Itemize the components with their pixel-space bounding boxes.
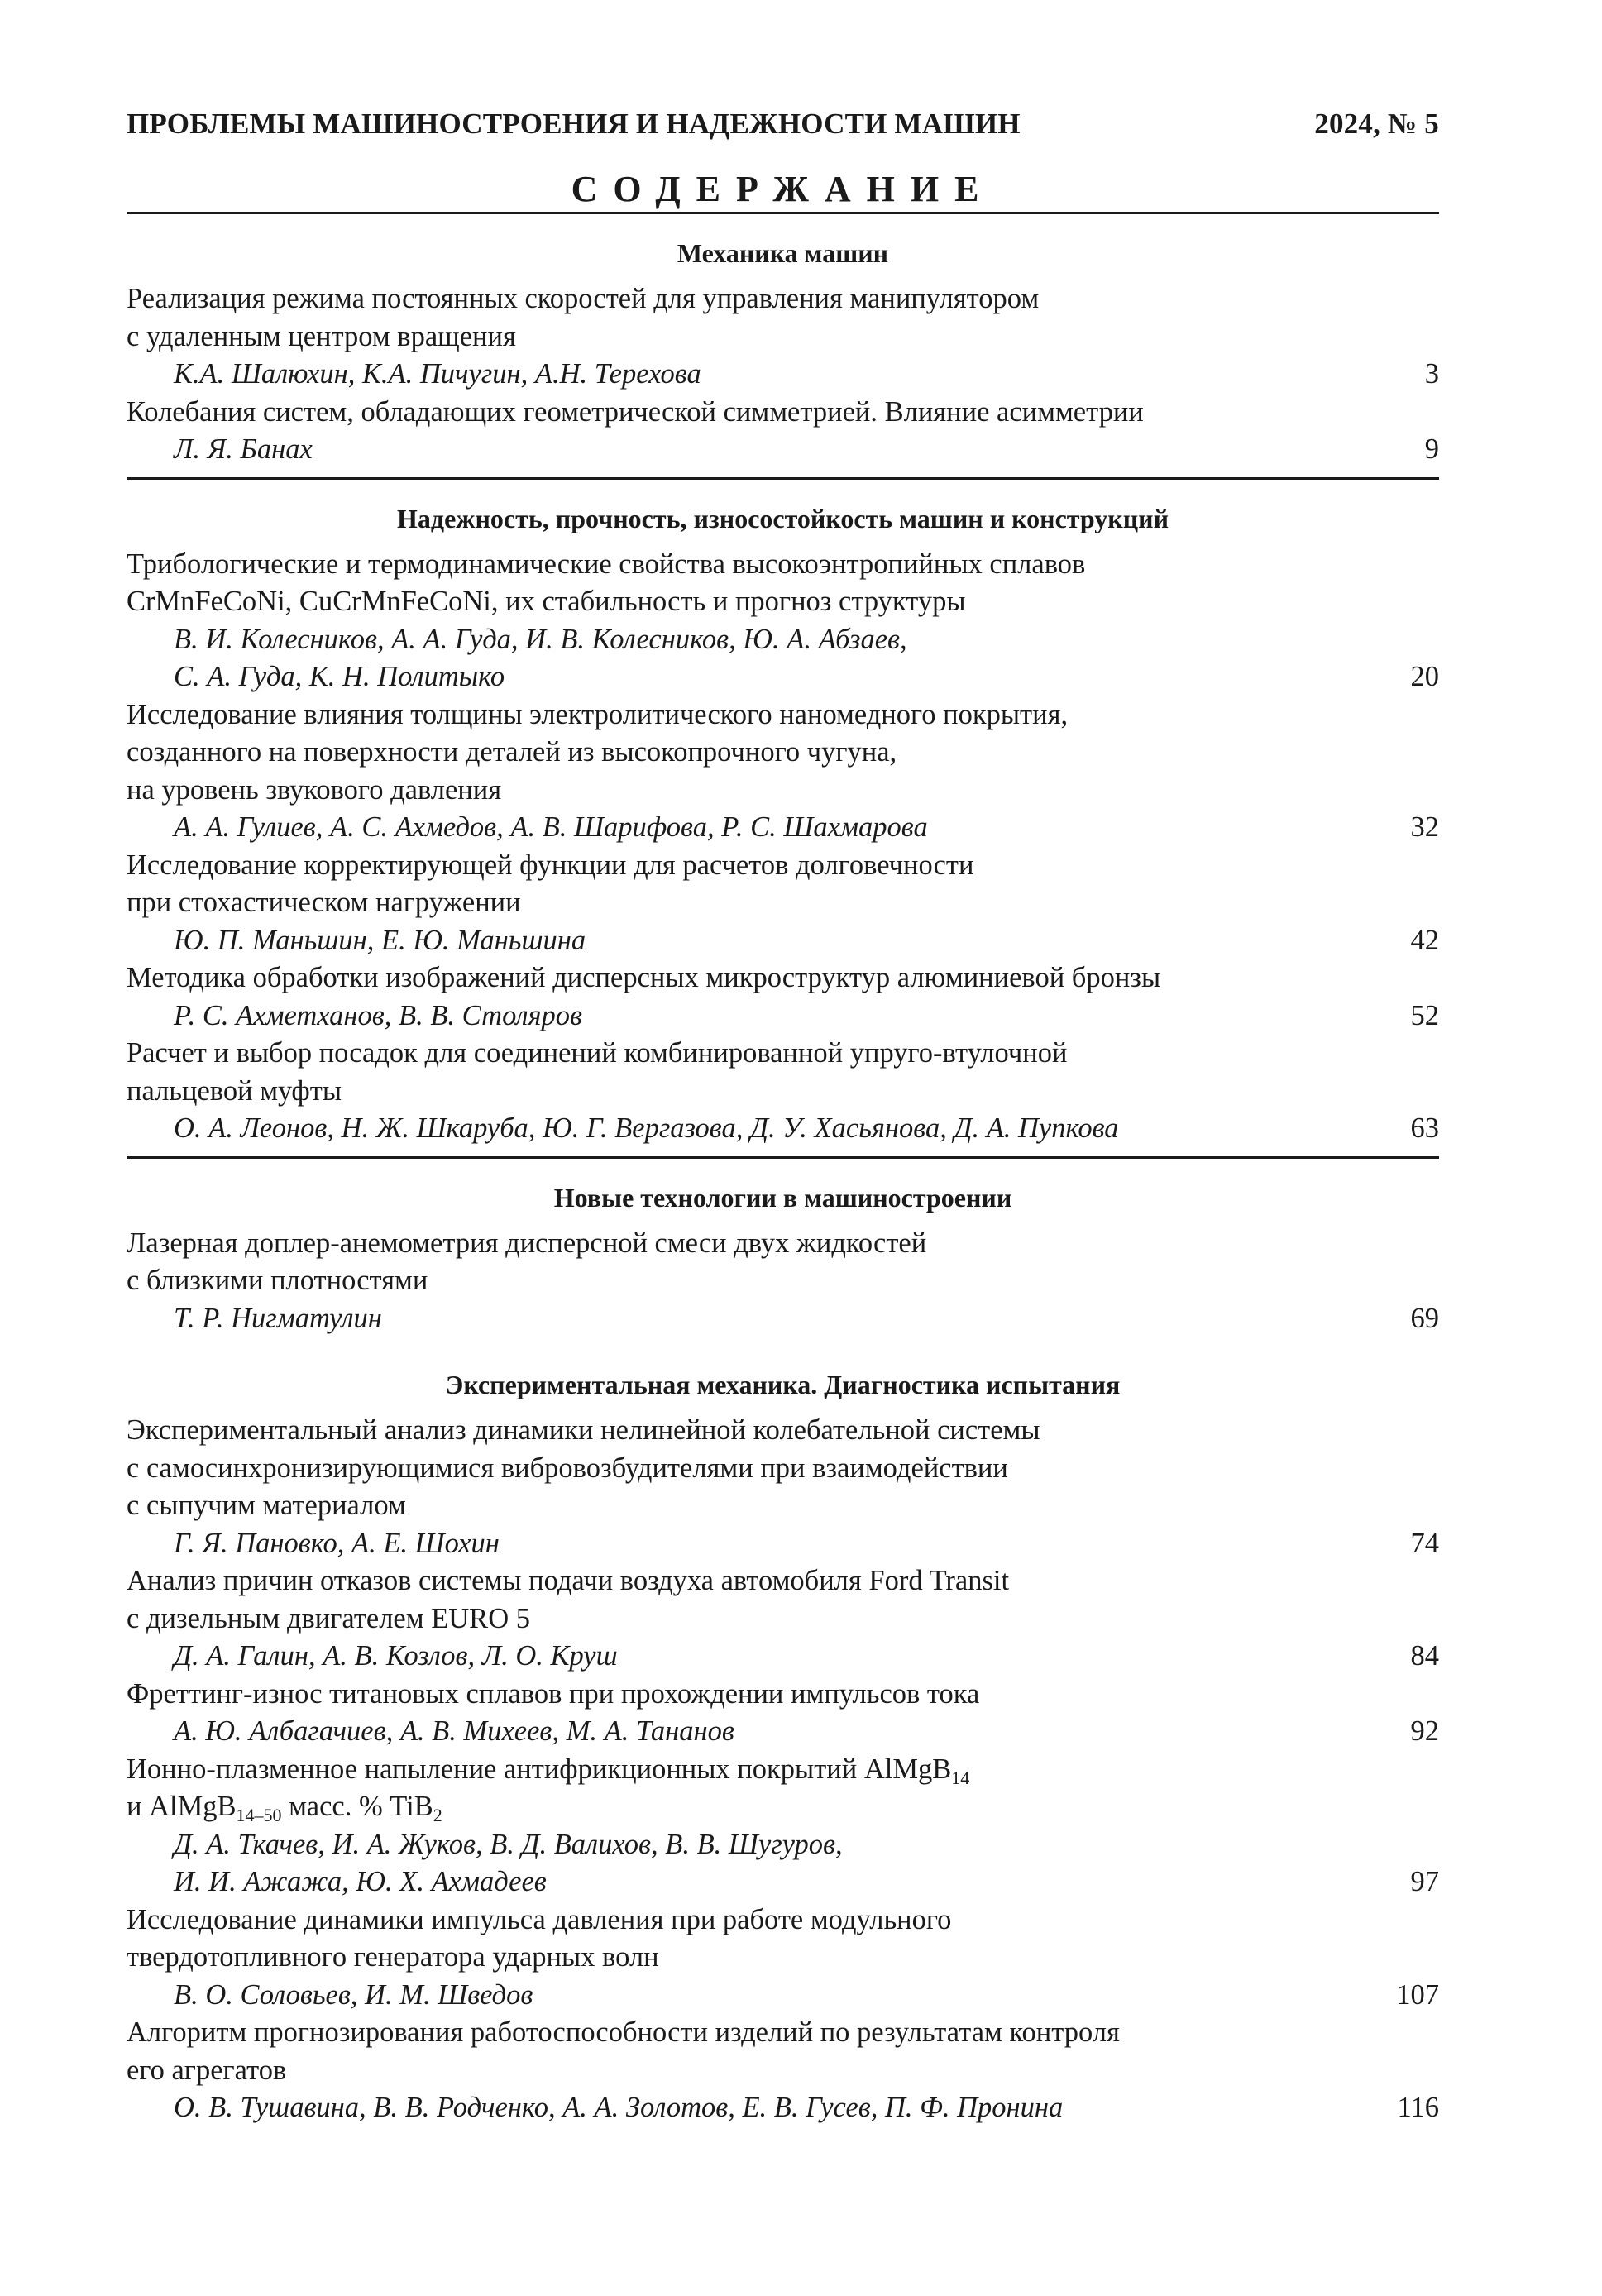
article-title-line xyxy=(127,696,1439,734)
article-title-text: Трибологические и термодинамические свойства высокоэнтропийных сплавов xyxy=(127,548,1086,580)
article-title-line xyxy=(127,1487,1439,1525)
article-title-line xyxy=(127,1450,1439,1488)
toc-article xyxy=(127,394,1439,469)
spacer xyxy=(127,1148,1439,1156)
article-title-line xyxy=(127,1939,1439,1977)
section-title: Надежность, прочность, износостойкость машин и конструкций xyxy=(396,503,1169,533)
page-number: 92 xyxy=(1410,1715,1439,1747)
article-title-line xyxy=(127,1035,1439,1073)
page-number: 84 xyxy=(1410,1640,1439,1672)
section-rule xyxy=(127,1156,1439,1159)
article-title-line xyxy=(127,394,1439,432)
authors-line xyxy=(127,621,1439,659)
article-title-line xyxy=(127,1562,1439,1600)
article-title-text: Исследование корректирующей функции для расчетов долговечности xyxy=(127,849,974,881)
authors-names: К.А. Шалюхин, К.А. Пичугин, А.Н. Терехова xyxy=(174,358,701,390)
page-number: 32 xyxy=(1410,811,1439,843)
article-title-line xyxy=(127,1788,1439,1826)
authors-line xyxy=(127,431,1439,469)
authors-line xyxy=(127,2089,1439,2127)
article-title-text: Исследование влияния толщины электролитического наномедного покрытия, xyxy=(127,698,1069,730)
authors-line xyxy=(127,1525,1439,1563)
toc-article xyxy=(127,1035,1439,1148)
page-number: 42 xyxy=(1410,924,1439,956)
section-title: Новые технологии в машиностроении xyxy=(553,1182,1012,1213)
contents-page xyxy=(127,108,1439,2127)
article-title-text: Расчет и выбор посадок для соединений комбинированной упруго-втулочной xyxy=(127,1037,1068,1069)
article-title-text: масс. % TiB xyxy=(281,1791,433,1822)
toc-article xyxy=(127,1751,1439,1901)
article-title-text: созданного на поверхности деталей из высокопрочного чугуна, xyxy=(127,736,897,768)
article-title-text: пальцевой муфты xyxy=(127,1074,342,1107)
authors-names: А. А. Гулиев, А. С. Ахмедов, А. В. Шарифова, Р. С. Шахмарова xyxy=(174,811,928,843)
authors-line xyxy=(127,1110,1439,1148)
page-number: 69 xyxy=(1410,1302,1439,1334)
toc-article xyxy=(127,696,1439,847)
authors-line xyxy=(127,1300,1439,1338)
page-number: 9 xyxy=(1424,433,1439,465)
article-title-text: твердотопливного генератора ударных волн xyxy=(127,1941,659,1973)
article-title-text: Лазерная доплер-анемометрия дисперсной смеси двух жидкостей xyxy=(127,1227,927,1259)
authors-line xyxy=(127,1713,1439,1751)
issue-number: 2024, № 5 xyxy=(1314,108,1439,140)
article-title-text: с сыпучим материалом xyxy=(127,1490,406,1521)
heading-rule xyxy=(127,212,1439,214)
authors-line xyxy=(127,1638,1439,1676)
toc-article xyxy=(127,959,1439,1035)
toc-section xyxy=(127,1179,1439,1347)
article-title-line xyxy=(127,1901,1439,1940)
article-title-text: с близкими плотностями xyxy=(127,1265,428,1296)
article-title-text: его агрегатов xyxy=(127,2054,287,2086)
authors-line xyxy=(127,997,1439,1036)
authors-line xyxy=(127,809,1439,847)
authors-line xyxy=(127,658,1439,696)
authors-names: Р. С. Ахметханов, В. В. Столяров xyxy=(174,999,583,1031)
authors-names: Д. А. Галин, А. В. Козлов, Л. О. Круш xyxy=(174,1640,618,1672)
article-title-line xyxy=(127,583,1439,621)
section-title: Экспериментальная механика. Диагностика испытания xyxy=(445,1370,1121,1399)
page-number: 74 xyxy=(1410,1527,1439,1559)
article-title-line xyxy=(127,884,1439,922)
article-title-text: с самосинхронизирующимися вибровозбудителями при взаимодействии xyxy=(127,1452,1008,1484)
article-title-text: Фреттинг-износ титановых сплавов при прохождении импульсов тока xyxy=(127,1677,980,1710)
article-title-line xyxy=(127,1412,1439,1450)
subscript: 2 xyxy=(433,1805,442,1825)
page-number: 63 xyxy=(1410,1112,1439,1144)
toc-article xyxy=(127,1676,1439,1751)
page-number: 107 xyxy=(1396,1978,1439,2011)
authors-names: В. О. Соловьев, И. М. Шведов xyxy=(174,1978,533,2011)
article-title-line xyxy=(127,1751,1439,1789)
section-rule xyxy=(127,477,1439,480)
authors-line xyxy=(127,356,1439,394)
toc-article xyxy=(127,1901,1439,2015)
article-title-text: Ионно-плазменное напыление антифрикционных покрытий AlMgB xyxy=(127,1753,952,1785)
spacer xyxy=(127,1337,1439,1346)
article-title-text: и AlMgB xyxy=(127,1791,237,1822)
article-title-line xyxy=(127,1676,1439,1714)
page-number: 20 xyxy=(1410,661,1439,692)
article-title-line xyxy=(127,546,1439,584)
subscript: 14–50 xyxy=(236,1805,282,1825)
authors-names: О. В. Тушавина, В. В. Родченко, А. А. Золотов, Е. В. Гусев, П. Ф. Пронина xyxy=(174,2092,1064,2123)
contents-heading: СОДЕРЖАНИЕ xyxy=(571,169,995,209)
authors-line xyxy=(127,1863,1439,1901)
article-title-line xyxy=(127,959,1439,997)
toc-section xyxy=(127,500,1439,1159)
authors-line xyxy=(127,922,1439,960)
authors-names: В. И. Колесников, А. А. Гуда, И. В. Колесников, Ю. А. Абзаев, xyxy=(174,623,907,655)
toc-article xyxy=(127,1412,1439,1562)
section-title: Механика машин xyxy=(677,238,889,268)
authors-names: С. А. Гуда, К. Н. Политыко xyxy=(174,661,505,692)
authors-names: И. И. Ажажа, Ю. Х. Ахмадеев xyxy=(174,1866,547,1897)
article-title-text: Анализ причин отказов системы подачи воздуха автомобиля Ford Transit xyxy=(127,1565,1010,1596)
article-title-text: Экспериментальный анализ динамики нелинейной колебательной системы xyxy=(127,1414,1040,1446)
toc-article xyxy=(127,546,1439,696)
authors-line xyxy=(127,1977,1439,2015)
toc-article xyxy=(127,1562,1439,1676)
toc-article xyxy=(127,1225,1439,1338)
article-title-line xyxy=(127,2014,1439,2052)
article-title-line xyxy=(127,1600,1439,1638)
article-title-line xyxy=(127,1073,1439,1111)
page-number: 97 xyxy=(1410,1866,1439,1897)
journal-title: ПРОБЛЕМЫ МАШИНОСТРОЕНИЯ И НАДЕЖНОСТИ МАШИН xyxy=(127,108,1021,140)
article-title-text: Методика обработки изображений дисперсных микроструктур алюминиевой бронзы xyxy=(127,962,1161,993)
article-title-line xyxy=(127,772,1439,810)
article-title-line xyxy=(127,318,1439,356)
journal-header xyxy=(127,108,1439,152)
spacer xyxy=(127,469,1439,477)
toc-article xyxy=(127,847,1439,960)
article-title-line xyxy=(127,1225,1439,1263)
sections-list xyxy=(127,234,1439,2127)
article-title-text: CrMnFeCoNi, CuCrMnFeCoNi, их стабильность и прогноз структуры xyxy=(127,586,966,617)
authors-names: Ю. П. Маньшин, Е. Ю. Маньшина xyxy=(174,924,586,956)
article-title-line xyxy=(127,1262,1439,1300)
toc-section xyxy=(127,234,1439,480)
toc-article xyxy=(127,2014,1439,2127)
article-title-text: Исследование динамики импульса давления при работе модульного xyxy=(127,1903,952,1935)
article-title-text: с удаленным центром вращения xyxy=(127,320,516,352)
page-number: 3 xyxy=(1424,358,1439,390)
article-title-line xyxy=(127,734,1439,772)
toc-section xyxy=(127,1366,1439,2127)
subscript: 14 xyxy=(951,1767,970,1788)
authors-names: О. А. Леонов, Н. Ж. Шкаруба, Ю. Г. Вергазова, Д. У. Хасьянова, Д. А. Пупкова xyxy=(174,1112,1119,1144)
authors-names: А. Ю. Албагачиев, А. В. Михеев, М. А. Тананов xyxy=(174,1715,734,1747)
page-number: 116 xyxy=(1397,2092,1439,2123)
authors-names: Д. А. Ткачев, И. А. Жуков, В. Д. Валихов, В. В. Шугуров, xyxy=(174,1828,843,1860)
authors-line xyxy=(127,1826,1439,1864)
article-title-line xyxy=(127,280,1439,318)
authors-names: Г. Я. Пановко, А. Е. Шохин xyxy=(174,1527,500,1559)
page-number: 52 xyxy=(1410,999,1439,1031)
article-title-text: Колебания систем, обладающих геометрической симметрией. Влияние асимметрии xyxy=(127,395,1144,428)
article-title-text: Алгоритм прогнозирования работоспособности изделий по результатам контроля xyxy=(127,2016,1120,2048)
article-title-line xyxy=(127,2052,1439,2090)
article-title-text: Реализация режима постоянных скоростей для управления манипулятором xyxy=(127,283,1040,314)
article-title-text: на уровень звукового давления xyxy=(127,773,502,806)
toc-article xyxy=(127,280,1439,394)
authors-names: Л. Я. Банах xyxy=(174,433,313,465)
authors-names: Т. Р. Нигматулин xyxy=(174,1302,382,1334)
article-title-line xyxy=(127,847,1439,885)
article-title-text: с дизельным двигателем EURO 5 xyxy=(127,1602,530,1634)
article-title-text: при стохастическом нагружении xyxy=(127,887,521,918)
